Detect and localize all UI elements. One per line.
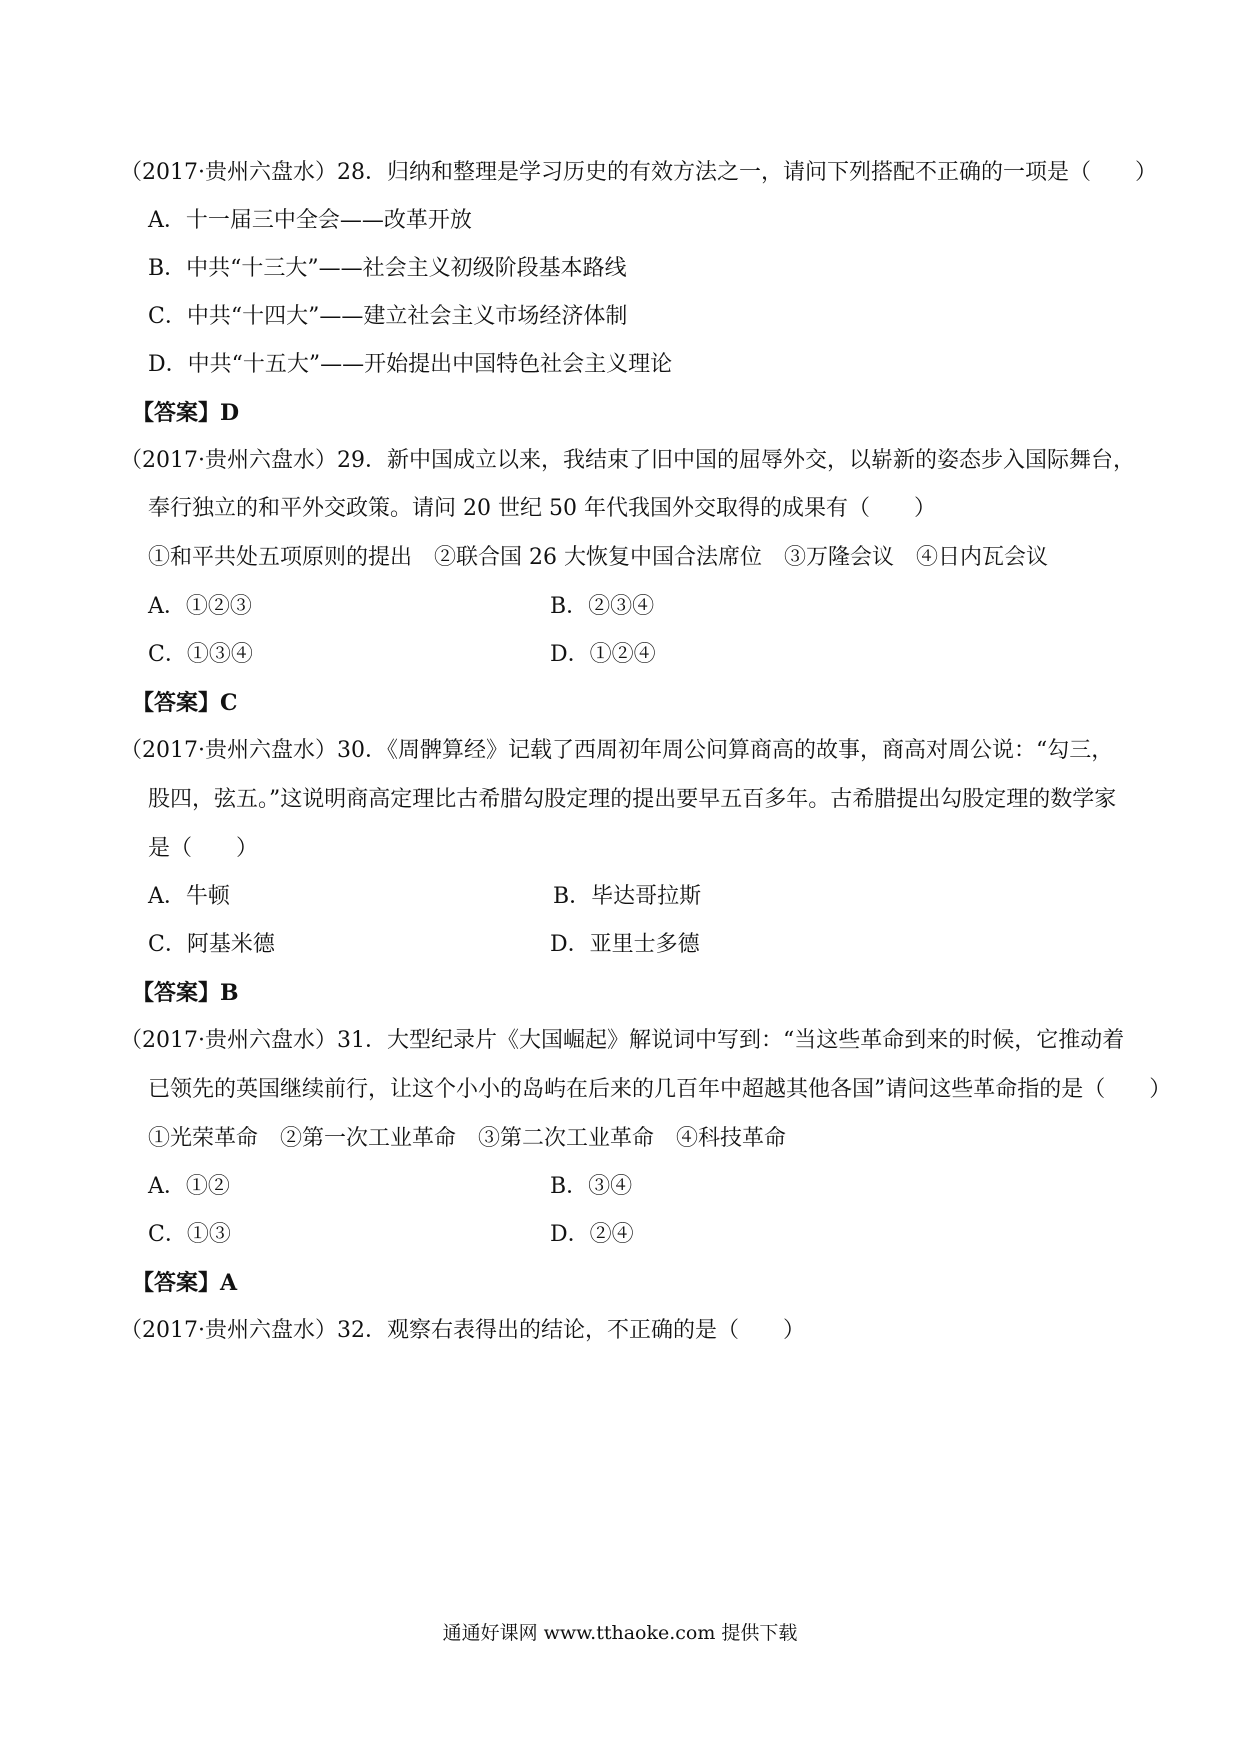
q30-option-a: A．牛顿 <box>148 884 230 909</box>
q31-option-b: B．③④ <box>550 1174 633 1199</box>
q29-option-c: C．①③④ <box>148 642 253 667</box>
question-29-stem-line2: 奉行独立的和平外交政策。请问 20 世纪 50 年代我国外交取得的成果有（ ） <box>148 496 936 521</box>
q28-option-d: D．中共“十五大”——开始提出中国特色社会主义理论 <box>148 352 673 377</box>
q31-option-d: D．②④ <box>550 1222 634 1247</box>
q29-option-d: D．①②④ <box>550 642 656 667</box>
q30-option-c: C．阿基米德 <box>148 932 275 957</box>
question-29-stem-line1: （2017·贵州六盘水）29．新中国成立以来，我结束了旧中国的屈辱外交，以崭新的姿态步入国际舞台， <box>120 448 1135 473</box>
q28-option-c: C．中共“十四大”——建立社会主义市场经济体制 <box>148 304 628 329</box>
q29-answer: 【答案】C <box>132 690 238 716</box>
q31-items: ①光荣革命 ②第一次工业革命 ③第二次工业革命 ④科技革命 <box>148 1126 787 1151</box>
page-footer: 通通好课网 www.tthaoke.com 提供下载 <box>442 1622 798 1644</box>
q29-option-a: A．①②③ <box>148 594 252 619</box>
question-31-stem-line2: 已领先的英国继续前行，让这个小小的岛屿在后来的几百年中超越其他各国”请问这些革命指的是（ ） <box>148 1077 1172 1102</box>
q31-answer: 【答案】A <box>132 1270 238 1296</box>
q28-option-b: B．中共“十三大”——社会主义初级阶段基本路线 <box>148 256 627 281</box>
question-28-stem: （2017·贵州六盘水）28．归纳和整理是学习历史的有效方法之一，请问下列搭配不正确的一项是（ ） <box>120 160 1157 185</box>
q30-option-b: B．毕达哥拉斯 <box>553 884 702 909</box>
question-30-stem-line1: （2017·贵州六盘水）30．《周髀算经》记载了西周初年周公问算商高的故事，商高对周公说：“勾三， <box>120 738 1114 763</box>
q29-items: ①和平共处五项原则的提出 ②联合国 26 大恢复中国合法席位 ③万隆会议 ④日内瓦会议 <box>148 545 1048 570</box>
question-30-stem-line3: 是（ ） <box>148 836 259 861</box>
q30-option-d: D．亚里士多德 <box>550 932 700 957</box>
q28-option-a: A．十一届三中全会——改革开放 <box>148 208 472 233</box>
question-31-stem-line1: （2017·贵州六盘水）31．大型纪录片《大国崛起》解说词中写到：“当这些革命到来的时候，它推动着 <box>120 1028 1125 1053</box>
question-32-stem: （2017·贵州六盘水）32．观察右表得出的结论，不正确的是（ ） <box>120 1318 805 1343</box>
q29-option-b: B．②③④ <box>550 594 655 619</box>
q31-option-c: C．①③ <box>148 1222 231 1247</box>
q30-answer: 【答案】B <box>132 980 239 1006</box>
question-30-stem-line2: 股四，弦五。”这说明商高定理比古希腊勾股定理的提出要早五百多年。古希腊提出勾股定理的数学家 <box>148 787 1117 812</box>
q31-option-a: A．①② <box>148 1174 230 1199</box>
q28-answer: 【答案】D <box>132 400 240 426</box>
